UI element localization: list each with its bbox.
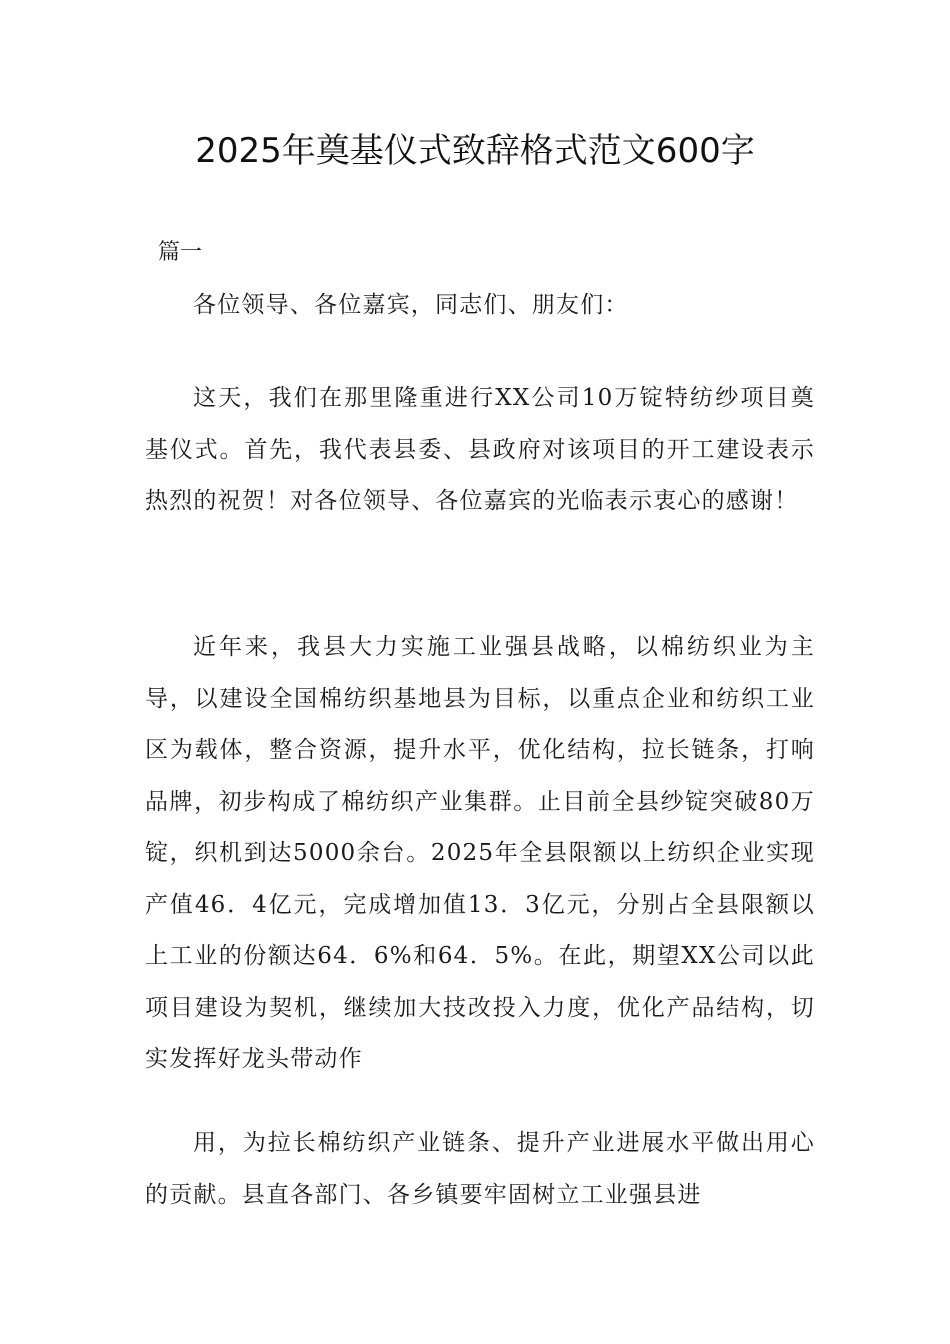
paragraph-1: 这天，我们在那里隆重进行XX公司10万锭特纺纱项目奠基仪式。首先，我代表县委、县政府对该项目的开工建设表示热烈的祝贺！对各位领导、各位嘉宾的光临表示衷心的感谢！	[145, 385, 815, 514]
paragraph-2: 近年来，我县大力实施工业强县战略，以棉纺织业为主导，以建设全国棉纺织基地县为目标，以重点企业和纺织工业区为载体，整合资源，提升水平，优化结构，拉长链条，打响品牌，初步构成了棉纺织产业集群。止目前全县纱锭突破80万锭，织机到达5000余台。2025年全县限额以上纺织企业实现产值46．4亿元，完成增加值13．3亿元，分别占全县限额以上工业的份额达64．6%和64．5%。在此，期望XX公司以此项目建设为契机，继续加大技改投入力度，优化产品结构，切实发挥好龙头带动作	[145, 634, 815, 1072]
paragraph-3: 用，为拉长棉纺织产业链条、提升产业进展水平做出用心的贡献。县直各部门、各乡镇要牢固树立工业强县进	[145, 1130, 815, 1208]
document-title: 2025年奠基仪式致辞格式范文600字	[195, 131, 755, 171]
section-label: 篇一	[158, 240, 203, 265]
salutation: 各位领导、各位嘉宾，同志们、朋友们：	[193, 292, 629, 318]
